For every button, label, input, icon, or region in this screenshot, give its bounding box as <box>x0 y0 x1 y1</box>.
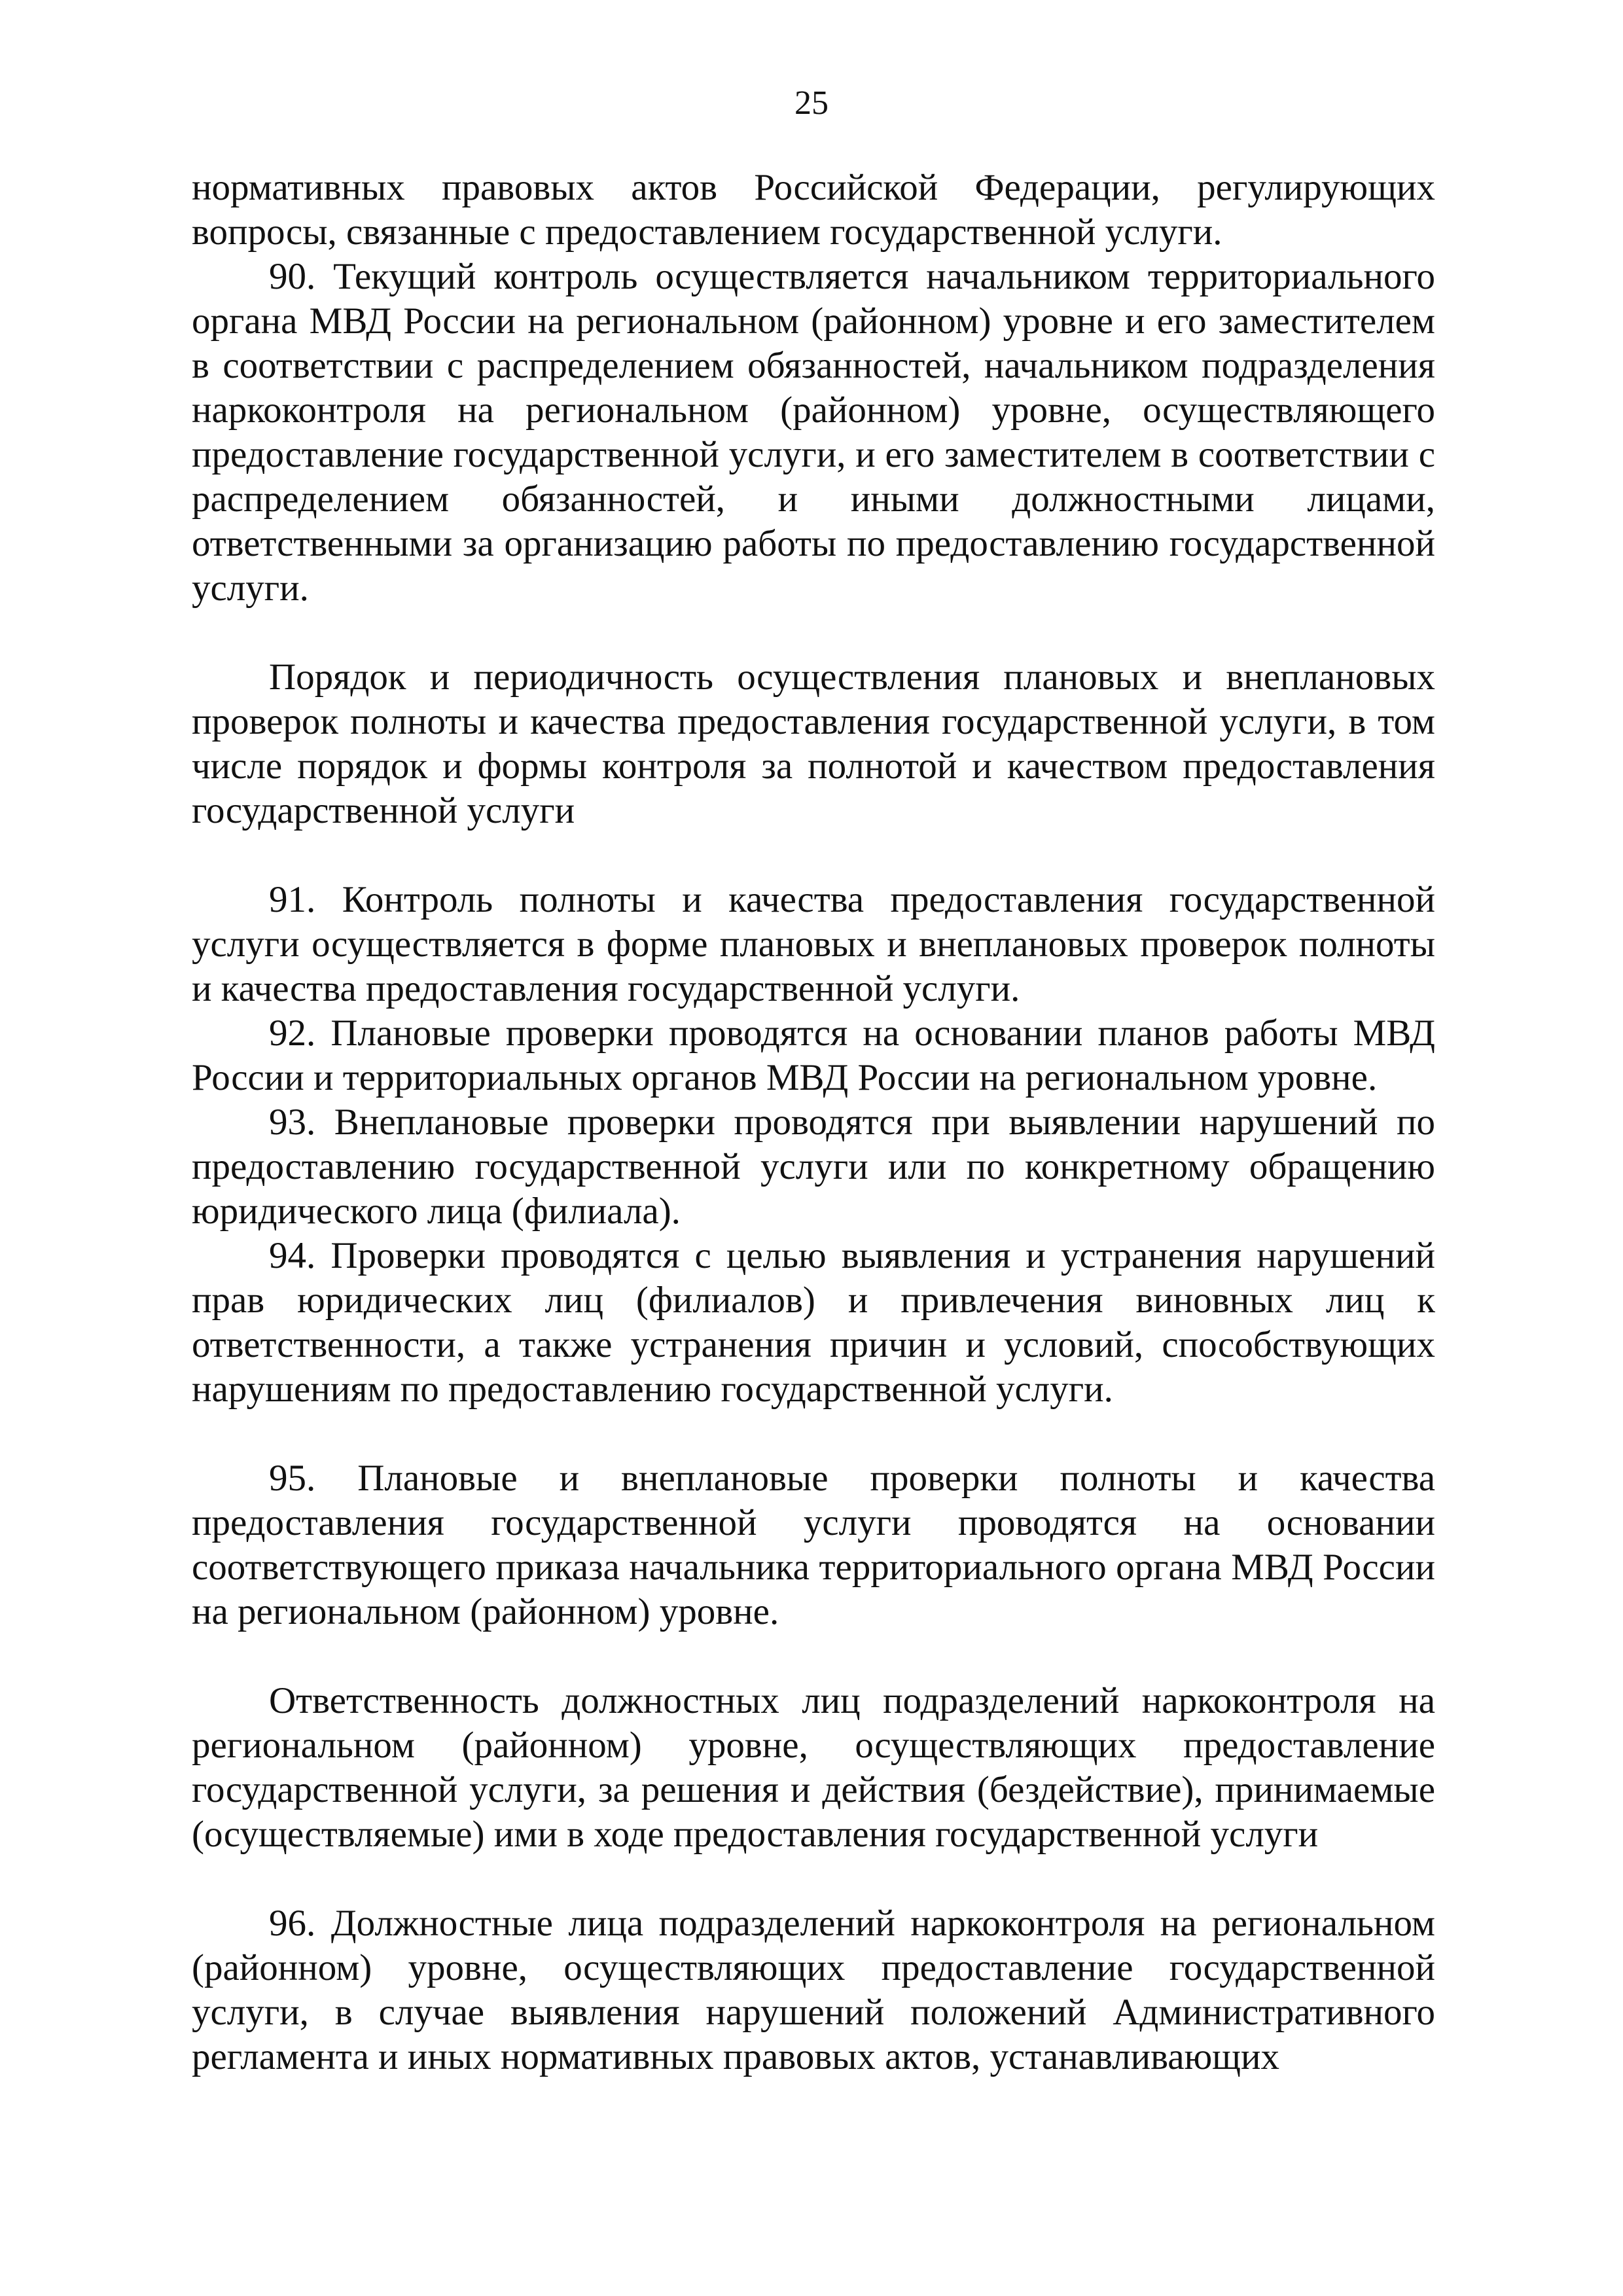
section-heading-responsibility: Ответственность должностных лиц подразделений наркоконтроля на региональном (районном) уровне, осуществляющих предоставление государственной услуги, за решения и действия (бездействие), принимаемые (осуществляемые) ими в ходе предоставления государственной услуги <box>192 1680 1435 1855</box>
document-body <box>192 166 1435 2079</box>
page-number: 25 <box>794 84 829 122</box>
section-heading-inspections: Порядок и периодичность осуществления плановых и внеплановых проверок полноты и качества предоставления государственной услуги, в том числе порядок и формы контроля за полнотой и качеством предоставления государственной услуги <box>192 656 1435 831</box>
paragraph-92: 92. Плановые проверки проводятся на основании планов работы МВД России и территориальных органов МВД России на региональном уровне. <box>192 1013 1435 1098</box>
paragraph-93: 93. Внеплановые проверки проводятся при выявлении нарушений по предоставлению государственной услуги или по конкретному обращению юридического лица (филиала). <box>192 1102 1435 1232</box>
paragraph-94: 94. Проверки проводятся с целью выявления и устранения нарушений прав юридических лиц (филиалов) и привлечения виновных лиц к ответственности, а также устранения причин и условий, способствующих нарушениям по предоставлению государственной услуги. <box>192 1235 1435 1410</box>
paragraph-90: 90. Текущий контроль осуществляется начальником территориального органа МВД России на региональном (районном) уровне и его заместителем в соответствии с распределением обязанностей, начальником подразделения наркоконтроля на региональном (районном) уровне, осуществляющего предоставление государственной услуги, и его заместителем в соответствии с распределением обязанностей, и иными должностными лицами, ответственными за организацию работы по предоставлению государственной услуги. <box>192 256 1435 609</box>
paragraph-95: 95. Плановые и внеплановые проверки полноты и качества предоставления государственной услуги проводятся на основании соответствующего приказа начальника территориального органа МВД России на региональном (районном) уровне. <box>192 1458 1435 1632</box>
paragraph-continuation: нормативных правовых актов Российской Федерации, регулирующих вопросы, связанные с предоставлением государственной услуги. <box>192 167 1435 253</box>
paragraph-91: 91. Контроль полноты и качества предоставления государственной услуги осуществляется в форме плановых и внеплановых проверок полноты и качества предоставления государственной услуги. <box>192 879 1435 1009</box>
paragraph-96: 96. Должностные лица подразделений наркоконтроля на региональном (районном) уровне, осуществляющих предоставление государственной услуги, в случае выявления нарушений положений Административного регламента и иных нормативных правовых актов, устанавливающих <box>192 1903 1435 2077</box>
